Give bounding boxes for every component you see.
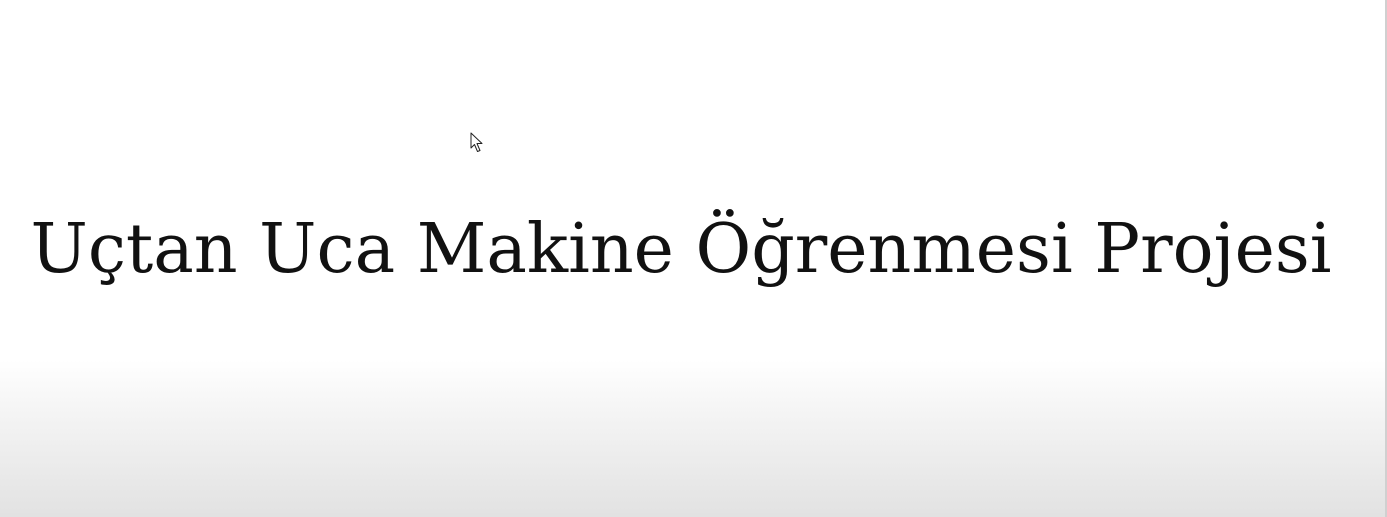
mouse-cursor-icon [470, 132, 486, 154]
slide-title: Uçtan Uca Makine Öğrenmesi Projesi [30, 210, 1332, 289]
